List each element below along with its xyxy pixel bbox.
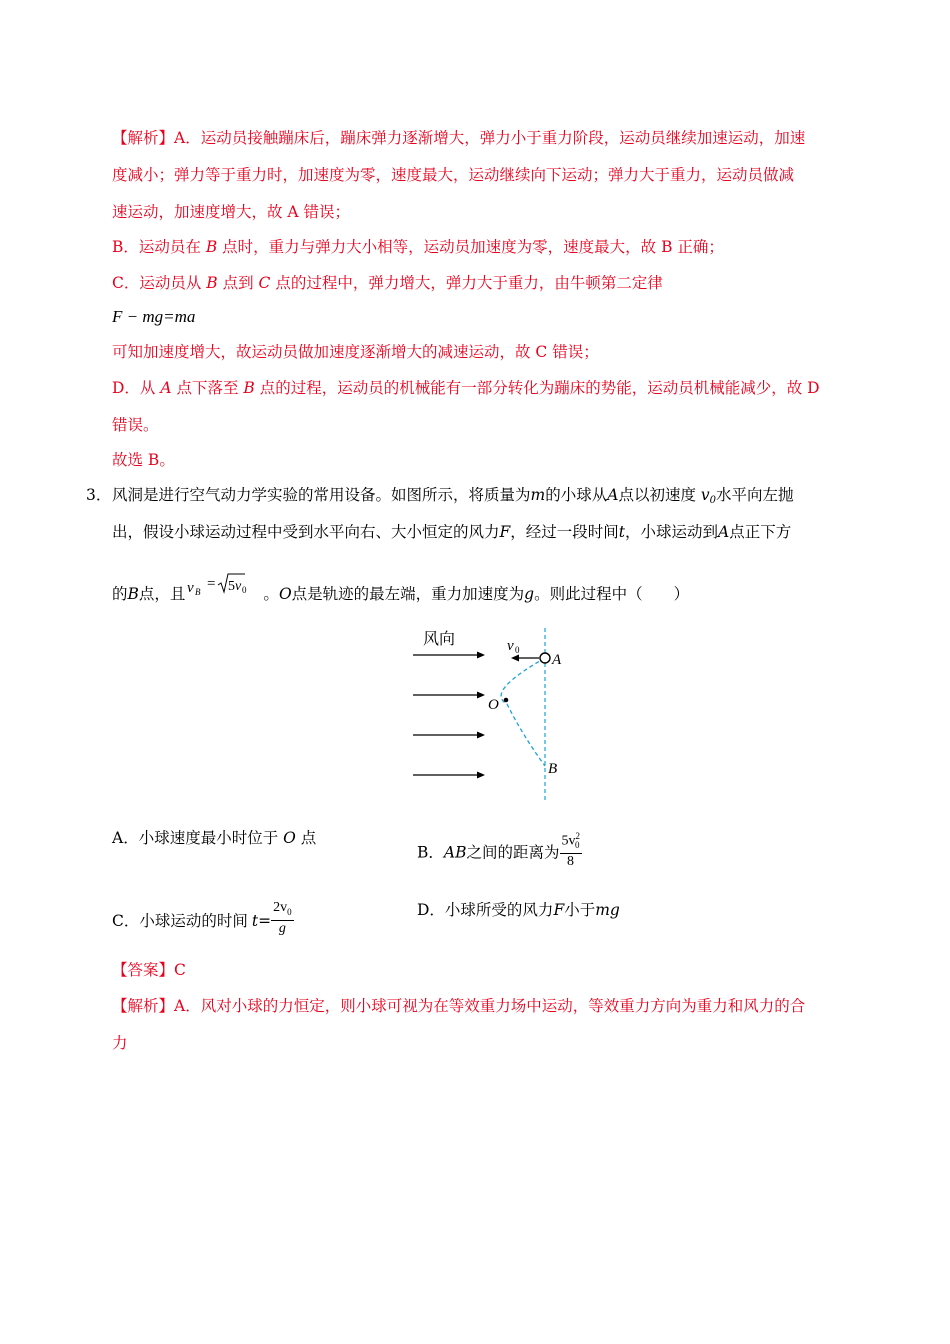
newton-formula: F − mg=ma: [112, 307, 196, 326]
wind-direction-label: 风向: [423, 631, 456, 648]
option-b-fraction: $\frac{5v^2_0}{8}$: [560, 828, 582, 870]
svg-text:v: v: [187, 580, 195, 596]
vb-formula-svg: [185, 568, 263, 602]
svg-text:B: B: [195, 587, 201, 597]
v0-label: v: [507, 638, 514, 654]
answer-label: 【答案】C: [112, 961, 186, 979]
analysis-line-2: 度减小；弹力等于重力时，加速度为零，速度最大，运动继续向下运动；弹力大于重力，运动员做减: [112, 166, 795, 184]
point-a-label: A: [552, 652, 562, 668]
answer-analysis-line-1: 【解析】A．风对小球的力恒定，则小球可视为在等效重力场中运动，等效重力方向为重力和风力的合: [112, 997, 806, 1015]
analysis-line-3: 速运动，加速度增大，故 A 错误；: [112, 203, 351, 221]
option-c-fraction: $\frac{2v_0}{g}$: [273, 900, 292, 936]
option-c[interactable]: C．小球运动的时间 t= $\frac{2v_0}{g}$: [112, 900, 292, 936]
analysis-line-8: 错误。: [112, 416, 159, 434]
trajectory-curve: [501, 658, 545, 766]
analysis-line-7: D．从 A 点下落至 B 点的过程，运动员的机械能有一部分转化为蹦床的势能，运动员机械能减少，故 D: [112, 379, 820, 397]
analysis-line-6: 可知加速度增大，故运动员做加速度逐渐增大的减速运动，故 C 错误；: [112, 343, 599, 361]
point-b-label: B: [548, 761, 558, 777]
question-number: 3．: [86, 486, 112, 504]
question-line-2: 出，假设小球运动过程中受到水平向右、大小恒定的风力F，经过一段时间t，小球运动到A点正下方: [112, 523, 792, 541]
answer-analysis-line-2: 力: [112, 1034, 128, 1052]
option-b[interactable]: B．AB之间的距离为 $\frac{5v^2_0}{8}$: [417, 828, 582, 870]
initial-velocity-arrow: [511, 655, 539, 662]
analysis-line-4: B．运动员在 B 点时，重力与弹力大小相等，运动员加速度为零，速度最大，故 B 正确；: [112, 238, 724, 256]
wind-arrow-1: [413, 652, 485, 659]
question-line-3: 的B点，且 v B = 5 v 0 。O点是轨迹的最左端，重力加速度为g。则此过程中（ ）: [112, 584, 689, 604]
svg-text:=: =: [207, 576, 216, 592]
svg-text:v: v: [235, 579, 242, 594]
vb-equation: [185, 576, 263, 604]
wind-tunnel-diagram: [405, 624, 585, 804]
wind-arrow-3: [413, 732, 485, 739]
svg-text:0: 0: [242, 585, 247, 595]
ball-at-a: [540, 653, 550, 663]
point-o-label: O: [488, 697, 499, 713]
option-a[interactable]: A．小球速度最小时位于 O 点: [112, 829, 317, 847]
option-d[interactable]: D．小球所受的风力F小于mg: [417, 901, 620, 919]
analysis-line-1: 【解析】A．运动员接触蹦床后，蹦床弹力逐渐增大，弹力小于重力阶段，运动员继续加速运动，加速: [112, 129, 806, 147]
v0-subscript: 0: [515, 645, 520, 655]
wind-arrow-4: [413, 772, 485, 779]
point-o-dot: [504, 698, 509, 703]
svg-text:5: 5: [228, 579, 236, 594]
question-line-1: 风洞是进行空气动力学实验的常用设备。如图所示，将质量为m的小球从A点以初速度 $v_0$水平向左抛: [112, 486, 794, 506]
analysis-line-9: 故选 B。: [112, 451, 175, 469]
wind-arrow-2: [413, 692, 485, 699]
analysis-line-5: C．运动员从 B 点到 C 点的过程中，弹力增大，弹力大于重力，由牛顿第二定律: [112, 274, 663, 292]
